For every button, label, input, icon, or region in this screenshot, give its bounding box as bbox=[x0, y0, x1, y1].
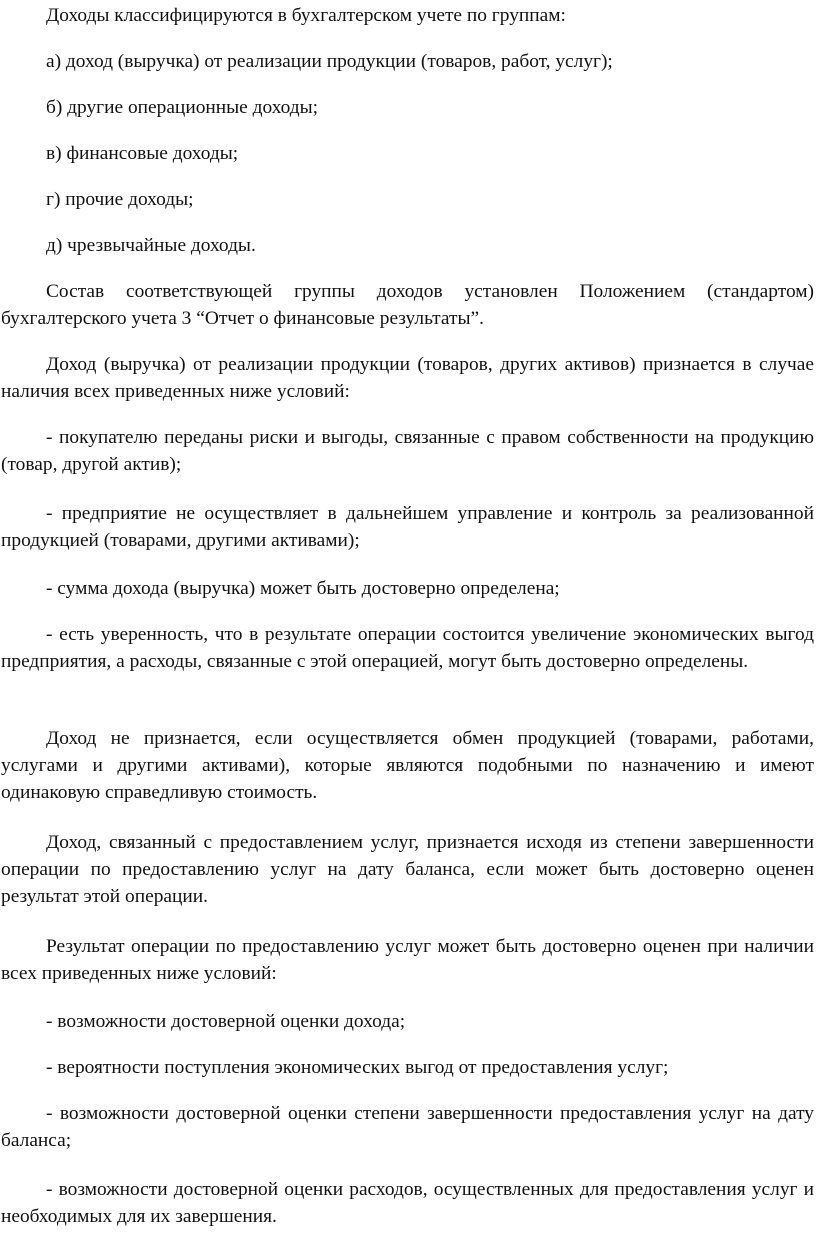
paragraph-services: Доход, связанный с предоставлением услуг, признается исходя из степени завершенности операции по предоставлению услуг на дату баланса, если может быть достоверно оценен результат этой операции. bbox=[1, 832, 814, 907]
paragraph-intro: Доходы классифицируются в бухгалтерском учете по группам: bbox=[46, 5, 566, 26]
list-item-b: б) другие операционные доходы; bbox=[46, 97, 319, 118]
list-item-e: д) чрезвычайные доходы. bbox=[46, 235, 256, 256]
services-condition-income: - возможности достоверной оценки дохода; bbox=[46, 1011, 406, 1032]
list-item-a: а) доход (выручка) от реализации продукции (товаров, работ, услуг); bbox=[46, 51, 613, 72]
services-condition-benefits: - вероятности поступления экономических выгод от предоставления услуг; bbox=[46, 1057, 669, 1078]
list-item-d: г) прочие доходы; bbox=[46, 189, 194, 210]
services-condition-completion: - возможности достоверной оценки степени завершенности предоставления услуг на дату баланса; bbox=[1, 1103, 814, 1151]
paragraph-services-result: Результат операции по предоставлению услуг может быть достоверно оценен при наличии всех приведенных ниже условий: bbox=[1, 936, 814, 984]
services-condition-costs: - возможности достоверной оценки расходов, осуществленных для предоставления услуг и необходимых для их завершения. bbox=[1, 1179, 814, 1227]
list-item-c: в) финансовые доходы; bbox=[46, 143, 239, 164]
condition-benefits: - есть уверенность, что в результате операции состоится увеличение экономических выгод предприятия, а расходы, связанные с этой операцией, могут быть достоверно определены. bbox=[1, 624, 814, 672]
condition-amount: - сумма дохода (выручка) может быть достоверно определена; bbox=[46, 578, 560, 599]
condition-control: - предприятие не осуществляет в дальнейшем управление и контроль за реализованной продукцией (товарами, другими активами); bbox=[1, 503, 814, 551]
paragraph-composition: Состав соответствующей группы доходов установлен Положением (стандартом) бухгалтерского учета 3 “Отчет о финансовые результаты”. bbox=[1, 281, 814, 329]
condition-risks: - покупателю переданы риски и выгоды, связанные с правом собственности на продукцию (товар, другой актив); bbox=[1, 427, 814, 475]
paragraph-exchange: Доход не признается, если осуществляется обмен продукцией (товарами, работами, услугами и другими активами), которые являются подобными по назначению и имеют одинаковую справедливую стоимость. bbox=[1, 728, 814, 803]
paragraph-revenue-recognition: Доход (выручка) от реализации продукции (товаров, других активов) признается в случае наличия всех приведенных ниже условий: bbox=[1, 354, 814, 402]
